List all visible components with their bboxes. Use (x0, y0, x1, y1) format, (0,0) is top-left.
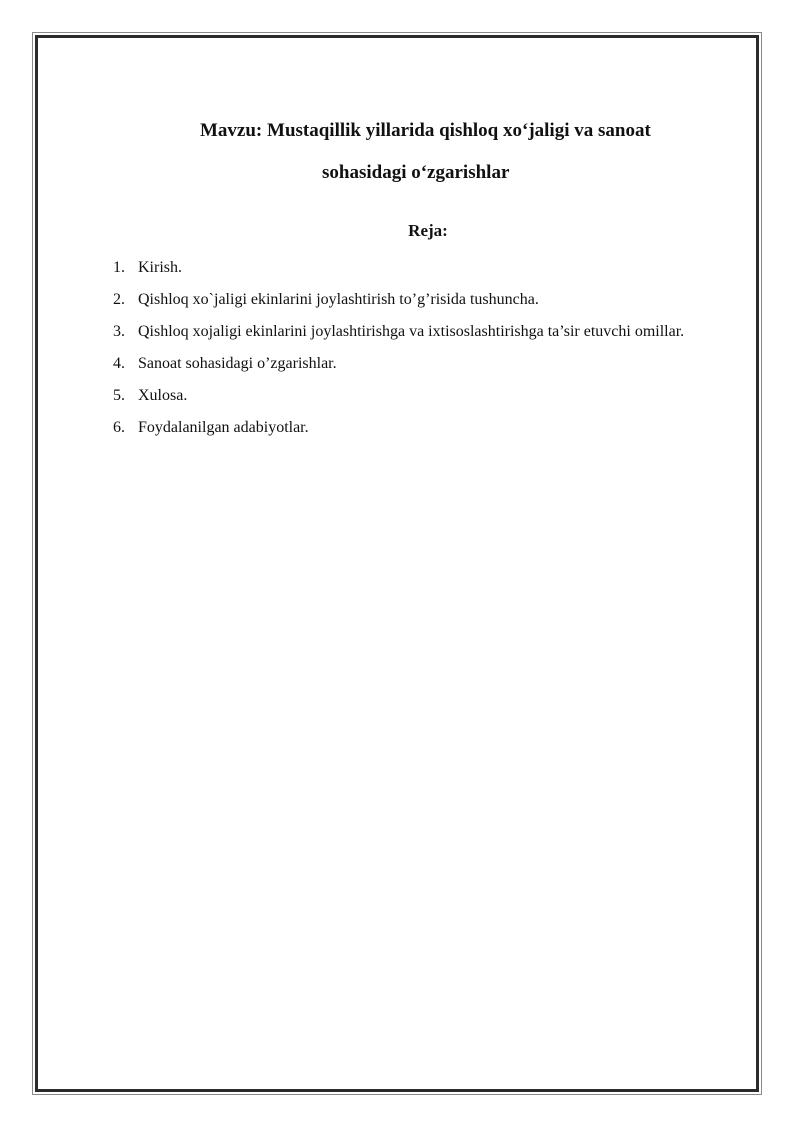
plan-item-1 (113, 252, 741, 284)
plan-item-number: 2. (113, 291, 125, 308)
plan-item-number: 1. (113, 259, 125, 276)
plan-item-number: 6. (113, 419, 125, 436)
plan-item-text: Qishloq xojaligi ekinlarini joylashtirishga va ixtisoslashtirishga ta’sir etuvchi omillar. (138, 323, 685, 340)
plan-list (113, 252, 741, 444)
plan-item-number: 5. (113, 387, 125, 404)
plan-heading: Reja: (408, 221, 448, 240)
plan-item-text: Sanoat sohasidagi o’zgarishlar. (138, 355, 337, 372)
plan-item-3 (113, 316, 741, 348)
title-line-2: sohasidagi o‘zgarishlar (322, 162, 510, 183)
plan-item-6 (113, 412, 741, 444)
document-title (0, 110, 800, 194)
plan-item-number: 3. (113, 323, 125, 340)
plan-item-text: Foydalanilgan adabiyotlar. (138, 419, 309, 436)
title-line-1: Mavzu: Mustaqillik yillarida qishloq xo‘jaligi va sanoat (200, 120, 651, 141)
plan-item-text: Qishloq xo`jaligi ekinlarini joylashtirish to’g’risida tushuncha. (138, 291, 539, 308)
plan-item-2 (113, 284, 741, 316)
plan-item-text: Xulosa. (138, 387, 188, 404)
plan-item-5 (113, 380, 741, 412)
plan-item-number: 4. (113, 355, 125, 372)
plan-item-4 (113, 348, 741, 380)
plan-item-text: Kirish. (138, 259, 182, 276)
